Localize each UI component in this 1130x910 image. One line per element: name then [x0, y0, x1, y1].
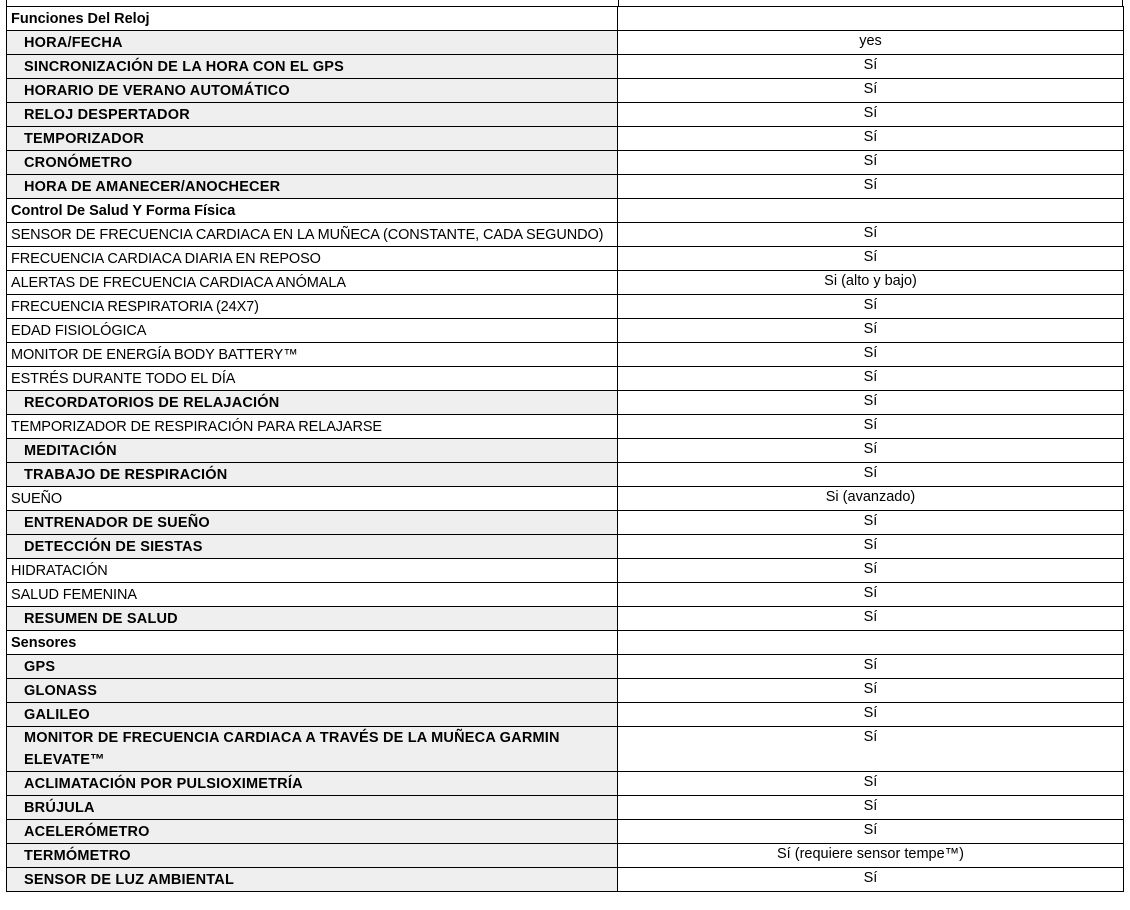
table-row [7, 343, 1124, 367]
feature-label: EDAD FISIOLÓGICA [7, 319, 618, 343]
section-title: Control De Salud Y Forma Física [7, 199, 618, 223]
table-row [7, 679, 1124, 703]
feature-label: ALERTAS DE FRECUENCIA CARDIACA ANÓMALA [7, 271, 618, 295]
feature-label: HIDRATACIÓN [7, 559, 618, 583]
feature-value: Sí [618, 535, 1124, 559]
section-title: Funciones Del Reloj [7, 7, 618, 31]
table-row [7, 607, 1124, 631]
feature-value: Sí [618, 175, 1124, 199]
feature-label: CRONÓMETRO [7, 151, 618, 175]
feature-value: Sí [618, 127, 1124, 151]
table-row [7, 319, 1124, 343]
feature-value: Sí [618, 343, 1124, 367]
feature-value: Sí [618, 559, 1124, 583]
feature-label: RELOJ DESPERTADOR [7, 103, 618, 127]
feature-label: ESTRÉS DURANTE TODO EL DÍA [7, 367, 618, 391]
feature-value: Sí [618, 607, 1124, 631]
feature-label: TRABAJO DE RESPIRACIÓN [7, 463, 618, 487]
feature-value: Sí [618, 247, 1124, 271]
feature-label: GLONASS [7, 679, 618, 703]
feature-label: TERMÓMETRO [7, 844, 618, 868]
table-row [7, 868, 1124, 892]
table-row [7, 439, 1124, 463]
feature-value: Sí [618, 439, 1124, 463]
feature-value: Sí [618, 796, 1124, 820]
table-row [7, 583, 1124, 607]
feature-value: Sí [618, 391, 1124, 415]
section-header-sensores [7, 631, 1124, 655]
feature-value: Sí [618, 415, 1124, 439]
feature-label: RECORDATORIOS DE RELAJACIÓN [7, 391, 618, 415]
feature-label: ACLIMATACIÓN POR PULSIOXIMETRÍA [7, 772, 618, 796]
feature-label: TEMPORIZADOR DE RESPIRACIÓN PARA RELAJARSE [7, 415, 618, 439]
feature-value: Sí [618, 679, 1124, 703]
table-row [7, 31, 1124, 55]
table-row [7, 127, 1124, 151]
section-value-empty [618, 7, 1124, 31]
feature-value: Sí [618, 868, 1124, 892]
feature-value: Sí [618, 727, 1124, 772]
feature-label: ACELERÓMETRO [7, 820, 618, 844]
table-row [7, 391, 1124, 415]
feature-value: Sí (requiere sensor tempe™) [618, 844, 1124, 868]
feature-value: Sí [618, 511, 1124, 535]
feature-label: HORARIO DE VERANO AUTOMÁTICO [7, 79, 618, 103]
section-value-empty [618, 631, 1124, 655]
section-header-control-de-salud-y-forma-fisica [7, 199, 1124, 223]
feature-label: SINCRONIZACIÓN DE LA HORA CON EL GPS [7, 55, 618, 79]
table-row [7, 844, 1124, 868]
table-row [7, 271, 1124, 295]
feature-value: Si (avanzado) [618, 487, 1124, 511]
table-row [7, 796, 1124, 820]
feature-value: Sí [618, 151, 1124, 175]
feature-value: Sí [618, 223, 1124, 247]
feature-label: BRÚJULA [7, 796, 618, 820]
spec-table-body [7, 7, 1124, 892]
feature-label: MONITOR DE ENERGÍA BODY BATTERY™ [7, 343, 618, 367]
feature-label: RESUMEN DE SALUD [7, 607, 618, 631]
table-row [7, 247, 1124, 271]
table-row [7, 559, 1124, 583]
table-row [7, 295, 1124, 319]
feature-value: Sí [618, 583, 1124, 607]
feature-label: HORA DE AMANECER/ANOCHECER [7, 175, 618, 199]
feature-label: GPS [7, 655, 618, 679]
feature-label: HORA/FECHA [7, 31, 618, 55]
table-row [7, 79, 1124, 103]
feature-value: Sí [618, 772, 1124, 796]
feature-value: Sí [618, 463, 1124, 487]
feature-label: SUEÑO [7, 487, 618, 511]
feature-value: Sí [618, 103, 1124, 127]
feature-label: TEMPORIZADOR [7, 127, 618, 151]
table-row [7, 655, 1124, 679]
feature-value: Sí [618, 55, 1124, 79]
feature-label: DETECCIÓN DE SIESTAS [7, 535, 618, 559]
feature-label: SENSOR DE LUZ AMBIENTAL [7, 868, 618, 892]
table-row [7, 55, 1124, 79]
table-row [7, 820, 1124, 844]
feature-value: Si (alto y bajo) [618, 271, 1124, 295]
table-row [7, 772, 1124, 796]
table-row [7, 367, 1124, 391]
feature-label: GALILEO [7, 703, 618, 727]
table-row [7, 151, 1124, 175]
feature-label: SENSOR DE FRECUENCIA CARDIACA EN LA MUÑECA (CONSTANTE, CADA SEGUNDO) [7, 223, 618, 247]
feature-value: Sí [618, 319, 1124, 343]
feature-value: Sí [618, 79, 1124, 103]
feature-value: Sí [618, 820, 1124, 844]
table-row [7, 175, 1124, 199]
feature-value: Sí [618, 367, 1124, 391]
feature-value: Sí [618, 655, 1124, 679]
table-row [7, 103, 1124, 127]
feature-value: Sí [618, 703, 1124, 727]
feature-label: SALUD FEMENINA [7, 583, 618, 607]
section-value-empty [618, 199, 1124, 223]
table-row [7, 511, 1124, 535]
feature-label: MONITOR DE FRECUENCIA CARDIACA A TRAVÉS DE LA MUÑECA GARMIN ELEVATE™ [7, 727, 618, 772]
section-header-funciones-del-reloj [7, 7, 1124, 31]
feature-label: FRECUENCIA CARDIACA DIARIA EN REPOSO [7, 247, 618, 271]
table-row [7, 727, 1124, 772]
spec-table [6, 6, 1124, 892]
feature-label: ENTRENADOR DE SUEÑO [7, 511, 618, 535]
table-row [7, 487, 1124, 511]
feature-label: MEDITACIÓN [7, 439, 618, 463]
feature-value: yes [618, 31, 1124, 55]
section-title: Sensores [7, 631, 618, 655]
table-row [7, 415, 1124, 439]
table-row [7, 463, 1124, 487]
table-row [7, 223, 1124, 247]
feature-label: FRECUENCIA RESPIRATORIA (24X7) [7, 295, 618, 319]
table-row [7, 703, 1124, 727]
table-row [7, 535, 1124, 559]
feature-value: Sí [618, 295, 1124, 319]
